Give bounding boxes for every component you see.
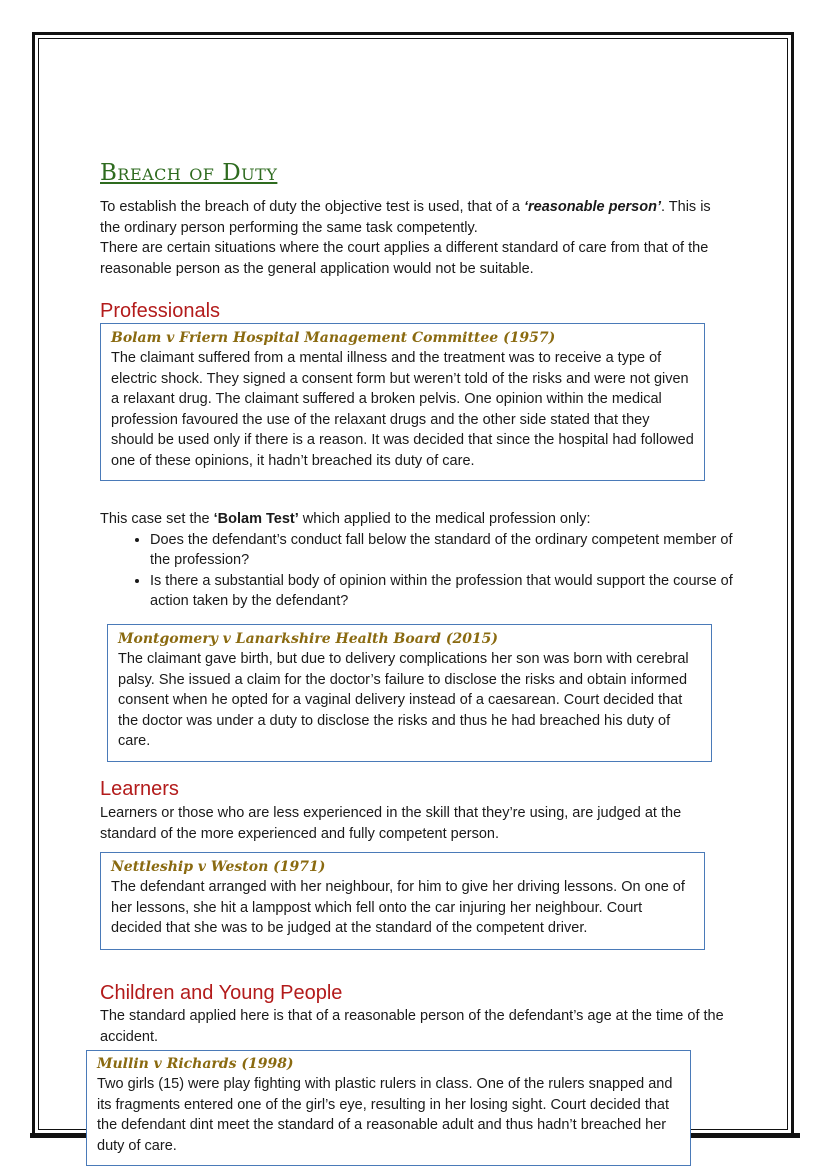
intro-paragraph [100, 197, 732, 279]
list-item: • Is there a substantial body of opinion within the profession that would support the course of action taken by the defendant? [150, 571, 740, 612]
learners-paragraph: Learners or those who are less experienced in the skill that they’re using, are judged at the standard of the more experienced and fully competent person. [100, 805, 682, 842]
list-item: • Does the defendant’s conduct fall below the standard of the ordinary competent member of the profession? [150, 530, 740, 571]
case-box-mullin [86, 1050, 691, 1166]
case-box-bolam [100, 323, 705, 481]
case-body-mullin: Two girls (15) were play fighting with plastic rulers in class. One of the rulers snapped and its fragments entered one of the girl’s eye, resulting in her losing sight. Court decided that the defendant dint meet the standard of a reasonable adult and thus hadn’t breached her duty of care. [97, 1076, 673, 1154]
case-title-bolam: Bolam v Friern Hospital Management Committee (1957) [111, 330, 556, 346]
bolam-test-term: ‘Bolam Test’ [213, 511, 299, 527]
bolam-test-text-2: which applied to the medical profession only: [298, 511, 591, 527]
case-title-montgomery: Montgomery v Lanarkshire Health Board (2015) [118, 631, 499, 647]
case-title-nettleship: Nettleship v Weston (1971) [111, 859, 326, 875]
case-title-mullin: Mullin v Richards (1998) [97, 1056, 294, 1072]
section-heading-children: Children and Young People [100, 982, 343, 1004]
case-body-nettleship: The defendant arranged with her neighbour, for him to give her driving lessons. On one of her lessons, she hit a lamppost which fell onto the car injuring her neighbour. Court decided that she was to be judged at the standard of the competent driver. [111, 879, 685, 936]
page-title: Breach of Duty [100, 160, 278, 186]
intro-text-2: . This is the ordinary person performing the same task competently. [100, 199, 711, 236]
case-box-nettleship [100, 852, 705, 950]
reasonable-person-term: ‘reasonable person’ [523, 199, 661, 215]
section-heading-professionals: Professionals [100, 300, 221, 322]
children-paragraph: The standard applied here is that of a reasonable person of the defendant’s age at the time of the accident. [100, 1008, 724, 1045]
case-box-montgomery [107, 624, 712, 762]
bolam-test-paragraph [100, 509, 740, 612]
case-body-bolam: The claimant suffered from a mental illness and the treatment was to receive a type of electric shock. They signed a consent form but weren’t told of the risks and were not given a relaxant drug. The claimant suffered a broken pelvis. One opinion within the medical profession favoured the use of the relaxant drugs and the other side stated that they should be used only if there is a reason. It was decided that since the hospital had followed one of these opinions, it hadn’t breached its duty of care. [111, 350, 694, 469]
case-body-montgomery: The claimant gave birth, but due to delivery complications her son was born with cerebral palsy. She issued a claim for the doctor’s failure to disclose the risks and obtain informed consent when he opted for a vaginal delivery instead of a caesarean. Court decided that the doctor was under a duty to disclose the risks and thus he had breached his duty of care. [118, 651, 689, 749]
bolam-test-list [100, 530, 740, 612]
intro-text-1: To establish the breach of duty the objective test is used, that of a [100, 199, 524, 215]
intro-text-3: There are certain situations where the court applies a different standard of care from that of the reasonable person as the general application would not be suitable. [100, 240, 709, 277]
section-heading-learners: Learners [100, 778, 179, 800]
bolam-test-text-1: This case set the [100, 511, 214, 527]
